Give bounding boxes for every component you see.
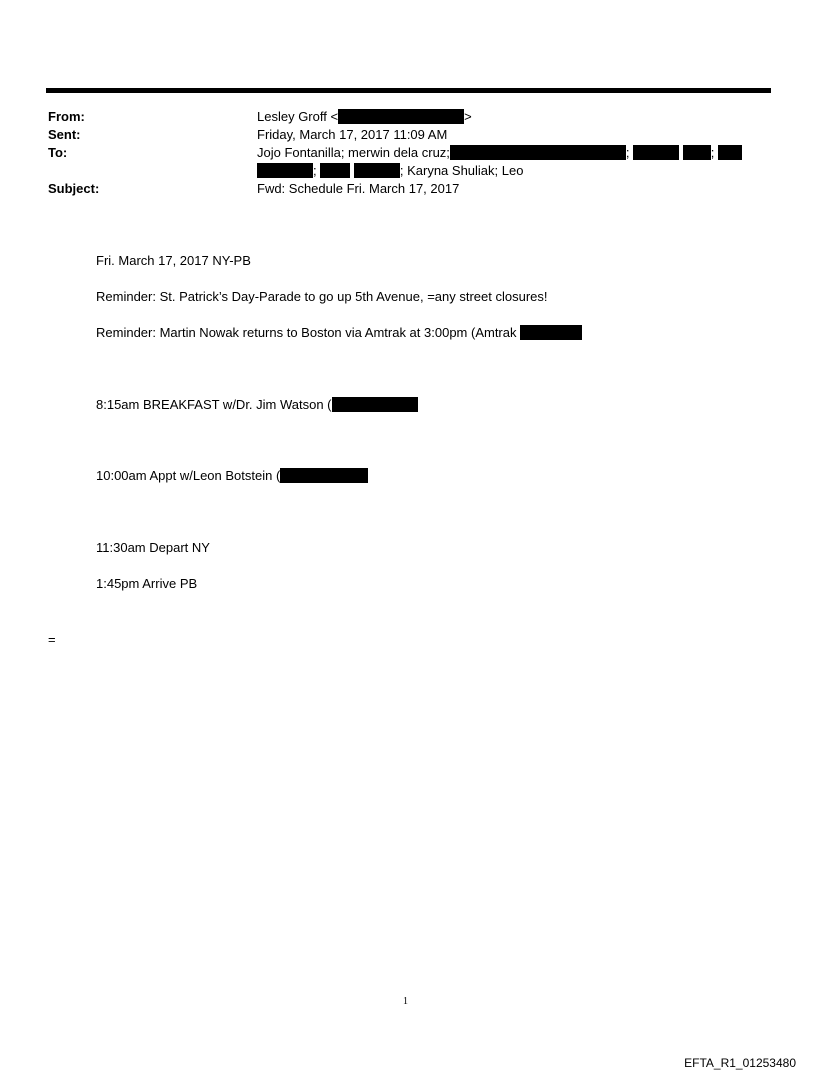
redaction-box xyxy=(354,163,400,178)
recipient-separator: ; xyxy=(710,145,715,160)
subject-value: Fwd: Schedule Fri. March 17, 2017 xyxy=(257,181,460,196)
redaction-box xyxy=(257,163,313,178)
schedule-breakfast xyxy=(96,397,418,413)
from-value xyxy=(257,109,472,125)
redaction-box xyxy=(520,325,582,340)
sent-label: Sent: xyxy=(48,127,81,142)
to-line-1 xyxy=(257,145,742,161)
recipient-separator: ; xyxy=(625,145,630,160)
from-sender: Lesley Groff < xyxy=(257,109,339,124)
redaction-box xyxy=(320,163,350,178)
sent-value: Friday, March 17, 2017 11:09 AM xyxy=(257,127,448,142)
schedule-arrive: 1:45pm Arrive PB xyxy=(96,576,198,591)
schedule-date-line: Fri. March 17, 2017 NY-PB xyxy=(96,253,251,268)
redaction-box xyxy=(280,468,368,483)
recipient-separator: ; xyxy=(313,163,317,178)
redaction-box xyxy=(450,145,626,160)
to-line-2 xyxy=(257,163,523,179)
schedule-depart: 11:30am Depart NY xyxy=(96,540,210,555)
header-divider xyxy=(46,88,771,93)
reminder-parade: Reminder: St. Patrick’s Day-Parade to go up 5th Avenue, =any street closures! xyxy=(96,289,548,304)
reminder-amtrak-text: Reminder: Martin Nowak returns to Boston via Amtrak at 3:00pm (Amtrak xyxy=(96,325,517,340)
reminder-amtrak xyxy=(96,325,582,341)
redaction-box xyxy=(332,397,418,412)
subject-label: Subject: xyxy=(48,181,100,196)
from-label: From: xyxy=(48,109,85,124)
appointment-text: 10:00am Appt w/Leon Botstein ( xyxy=(96,468,281,483)
to-recipients-visible: Jojo Fontanilla; merwin dela cruz; xyxy=(257,145,450,160)
redaction-box xyxy=(338,109,464,124)
breakfast-text: 8:15am BREAKFAST w/Dr. Jim Watson ( xyxy=(96,397,332,412)
trailing-equals: = xyxy=(48,632,56,647)
to-label: To: xyxy=(48,145,68,160)
bates-number: EFTA_R1_01253480 xyxy=(684,1056,796,1070)
redaction-box xyxy=(633,145,679,160)
to-recipients-tail: ; Karyna Shuliak; Leo xyxy=(399,163,524,178)
from-close-bracket: > xyxy=(464,109,472,124)
redaction-box xyxy=(718,145,742,160)
redaction-box xyxy=(683,145,711,160)
schedule-appointment xyxy=(96,468,368,484)
page-number: 1 xyxy=(403,996,408,1007)
